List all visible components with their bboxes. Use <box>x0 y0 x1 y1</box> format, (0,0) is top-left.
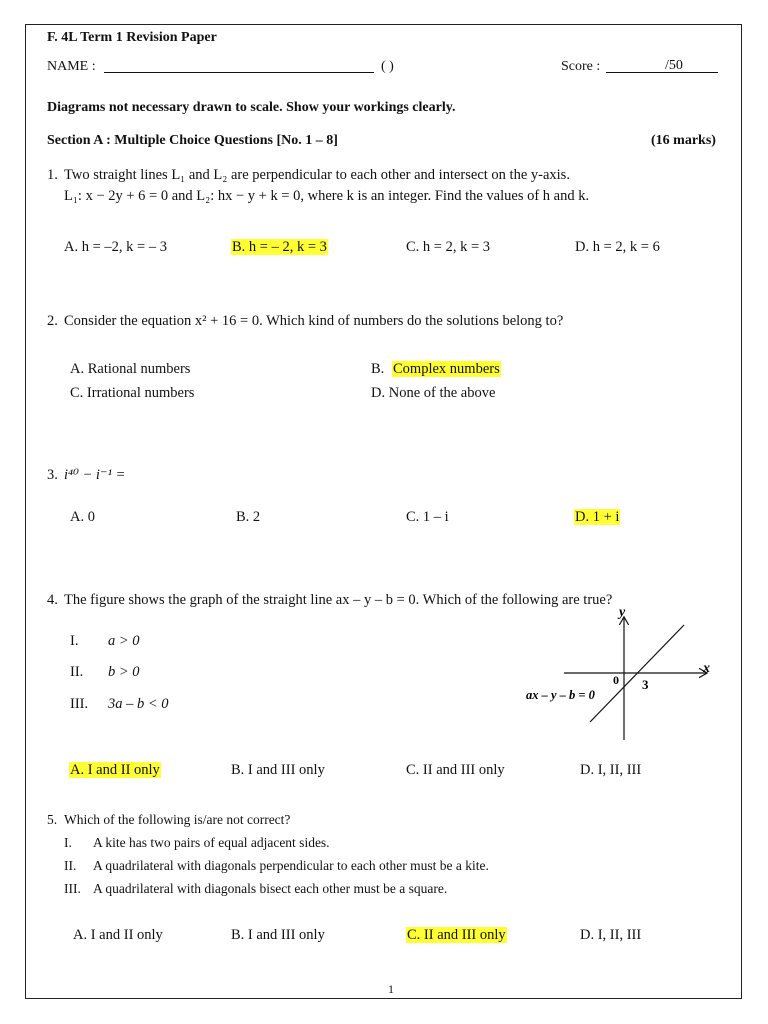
q3-number: 3. <box>47 467 58 483</box>
q5-option-d[interactable]: D. I, II, III <box>580 927 642 943</box>
q5-statement-ii: A quadrilateral with diagonals perpendicular to each other must be a kite. <box>93 858 489 873</box>
origin-label: 0 <box>613 673 619 687</box>
q4-option-a[interactable]: A. I and II only <box>70 762 160 778</box>
instruction: Diagrams not necessary drawn to scale. Show your workings clearly. <box>47 100 456 115</box>
line-equation-label: ax – y – b = 0 <box>526 688 595 702</box>
q5-text: Which of the following is/are not correct? <box>64 812 291 827</box>
q5-option-a[interactable]: A. I and II only <box>73 927 163 943</box>
q2-text: Consider the equation x² + 16 = 0. Which kind of numbers do the solutions belong to? <box>64 313 564 329</box>
q5-option-b[interactable]: B. I and III only <box>231 927 325 943</box>
q2-option-a[interactable]: A. Rational numbers <box>70 361 191 377</box>
q5-number: 5. <box>47 812 58 827</box>
q2-option-b-letter[interactable]: B. <box>371 361 385 377</box>
class-number-field[interactable]: ( ) <box>381 59 394 74</box>
q4-text: The figure shows the graph of the straight line ax – y – b = 0. Which of the following are true? <box>64 592 613 608</box>
x-axis-label: x <box>703 661 710 676</box>
q4-option-c[interactable]: C. II and III only <box>406 762 505 778</box>
x-intercept-label: 3 <box>642 677 649 692</box>
y-axis-label: y <box>619 605 626 620</box>
q1-option-b[interactable]: B. h = – 2, k = 3 <box>232 239 327 255</box>
q1-option-a[interactable]: A. h = –2, k = – 3 <box>64 239 167 255</box>
q4-option-b[interactable]: B. I and III only <box>231 762 325 778</box>
q1-text-line2: L₁: x − 2y + 6 = 0 and L₂: hx − y + k = 0, where k is an integer. Find the values of h and k. <box>64 188 590 204</box>
name-field[interactable] <box>104 72 374 73</box>
q4-number: 4. <box>47 592 58 608</box>
page-number: 1 <box>388 982 394 996</box>
q5-statement-iii: A quadrilateral with diagonals bisect each other must be a square. <box>93 881 448 896</box>
q5-statement-iii-label: III. <box>64 881 81 896</box>
q3-option-c[interactable]: C. 1 – i <box>406 509 449 525</box>
q3-option-b[interactable]: B. 2 <box>236 509 261 525</box>
q4-statement-i: a > 0 <box>108 633 140 649</box>
q2-option-b[interactable]: Complex numbers <box>393 361 500 377</box>
score-field[interactable] <box>606 72 718 73</box>
q4-option-d[interactable]: D. I, II, III <box>580 762 642 778</box>
q3-option-a[interactable]: A. 0 <box>70 509 95 525</box>
section-title: Section A : Multiple Choice Questions [No. 1 – 8] <box>47 133 338 148</box>
q1-option-c[interactable]: C. h = 2, k = 3 <box>406 239 491 255</box>
q5-statement-i-label: I. <box>64 835 72 850</box>
q4-statement-ii-label: II. <box>70 664 84 680</box>
q5-option-c[interactable]: C. II and III only <box>407 927 506 943</box>
q4-statement-iii: 3a – b < 0 <box>108 696 169 712</box>
name-label: NAME : <box>47 59 96 74</box>
q2-number: 2. <box>47 313 58 329</box>
q5-statement-ii-label: II. <box>64 858 77 873</box>
q1-option-d[interactable]: D. h = 2, k = 6 <box>575 239 660 255</box>
q3-text: i⁴⁰ − i⁻¹ = <box>64 467 126 483</box>
q3-option-d[interactable]: D. 1 + i <box>575 509 620 525</box>
q5-statement-i: A kite has two pairs of equal adjacent sides. <box>93 835 330 850</box>
q4-statement-ii: b > 0 <box>108 664 140 680</box>
score-label: Score : <box>561 59 601 74</box>
q2-option-c[interactable]: C. Irrational numbers <box>70 385 195 401</box>
score-total: /50 <box>665 58 683 73</box>
q4-line-graph <box>520 600 720 745</box>
q4-statement-iii-label: III. <box>70 696 89 712</box>
paper-title: F. 4L Term 1 Revision Paper <box>47 30 217 45</box>
q2-option-d[interactable]: D. None of the above <box>371 385 496 401</box>
q1-text-line1: Two straight lines L₁ and L₂ are perpendicular to each other and intersect on the y-axis. <box>64 167 570 183</box>
section-marks: (16 marks) <box>651 133 716 148</box>
q4-statement-i-label: I. <box>70 633 79 649</box>
q1-number: 1. <box>47 167 58 183</box>
